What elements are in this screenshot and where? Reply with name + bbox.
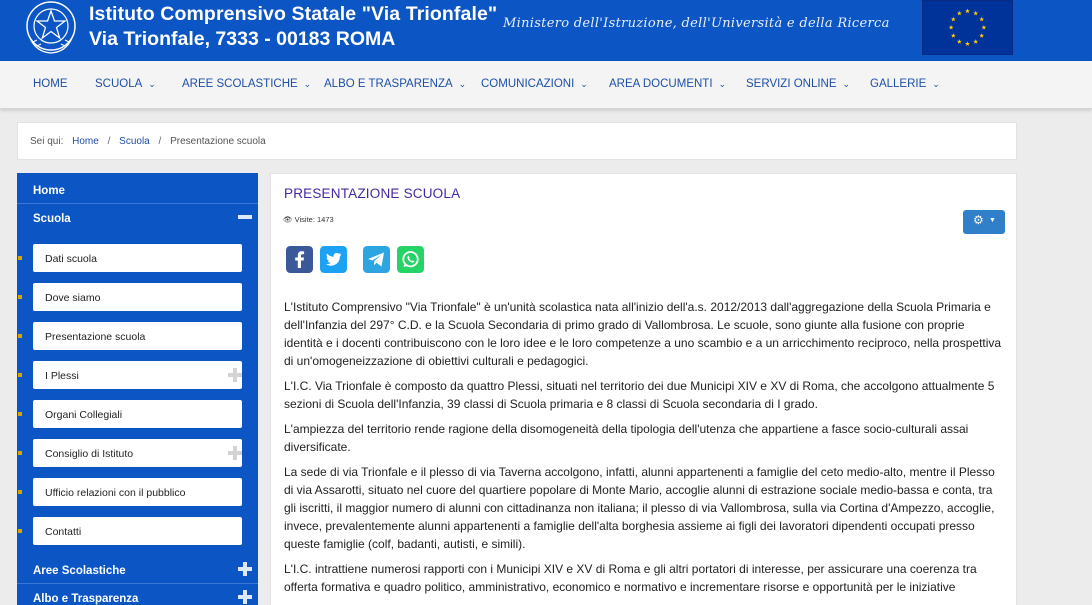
- nav-gallerie-label: GALLERIE: [870, 78, 927, 90]
- bullet-icon: [18, 490, 22, 494]
- article-panel: [270, 173, 1017, 605]
- chevron-down-icon: ⌄: [718, 79, 727, 89]
- expand-icon[interactable]: [228, 446, 242, 460]
- nav-aree-label: AREE SCOLASTICHE: [182, 78, 298, 90]
- article-body: [284, 298, 1006, 603]
- bullet-icon: [18, 373, 22, 377]
- article-paragraph: L'I.C. intrattiene numerosi rapporti con i Municipi XIV e XV di Roma e gli altri portatori di interesse, per assicurare una coerenza tra offerta formativa e quadro politico, amministrativo, economico e normativo e incrementare risorse e opportunità per le iniziative: [284, 562, 977, 594]
- facebook-icon[interactable]: [286, 246, 313, 273]
- breadcrumb-prefix: Sei qui:: [30, 136, 64, 147]
- sidebar-item-label: Dove siamo: [45, 292, 101, 304]
- caret-down-icon: ▼: [989, 217, 996, 224]
- sidebar-item-label: Contatti: [45, 526, 82, 538]
- breadcrumb-separator: /: [107, 136, 111, 147]
- nav-area-documenti[interactable]: [609, 78, 726, 90]
- nav-comunicazioni[interactable]: [481, 78, 588, 90]
- sidebar-item-dati-scuola[interactable]: [33, 244, 242, 272]
- article-paragraph: La sede di via Trionfale e il plesso di via Taverna accolgono, infatti, alunni appartenenti a famiglie del ceto medio-alto, mentre il Plesso di via Assarotti, situato nel cuore del quartiere popolare di Monte Mario, accoglie alunni di estrazione sociale medio-bassa e conta, tra gli iscritti, il maggior numero di alunni con cittadinanza non italiana; il plesso di via Vallombrosa, sulla via Cortina d'Ampezzo, accoglie, invece, prevalentemente alunni appartenenti a famiglie dell'alta borghesia assieme ai figli dei lavoratori dipendenti occupati presso queste famiglie (colf, badanti, autisti, e simili).: [284, 465, 995, 551]
- visit-counter: [283, 215, 334, 224]
- bullet-icon: [18, 295, 22, 299]
- chevron-down-icon: ⌄: [580, 79, 588, 89]
- telegram-icon[interactable]: [363, 246, 390, 273]
- sidebar-item-label: I Plessi: [45, 370, 79, 382]
- sidebar-item-urp[interactable]: [33, 478, 242, 506]
- collapse-icon[interactable]: [238, 215, 252, 219]
- nav-comunicazioni-label: COMUNICAZIONI: [481, 78, 575, 90]
- sidebar-item-label: Ufficio relazioni con il pubblico: [45, 487, 186, 499]
- sidebar-item-consiglio-istituto[interactable]: [33, 439, 242, 467]
- gear-icon: ⚙: [973, 213, 984, 227]
- chevron-down-icon: ⌄: [458, 79, 467, 89]
- ministry-name: Ministero dell'Istruzione, dell'Università e della Ricerca: [503, 16, 890, 31]
- bullet-icon: [18, 334, 22, 338]
- sidebar-item-label: Aree Scolastiche: [33, 565, 126, 577]
- sidebar-item-dove-siamo[interactable]: [33, 283, 242, 311]
- visits-count: 1473: [317, 215, 334, 224]
- twitter-icon[interactable]: [320, 246, 347, 273]
- main-nav: [0, 61, 1092, 109]
- sidebar-item-label: Presentazione scuola: [45, 331, 146, 343]
- expand-icon[interactable]: [238, 590, 252, 604]
- sidebar-item-organi-collegiali[interactable]: [33, 400, 242, 428]
- nav-area-documenti-label: AREA DOCUMENTI: [609, 78, 713, 90]
- expand-icon[interactable]: [238, 562, 252, 576]
- nav-home[interactable]: [33, 78, 68, 90]
- breadcrumb-current: Presentazione scuola: [170, 136, 266, 147]
- bullet-icon: [18, 256, 22, 260]
- sidebar-item-aree-scolastiche[interactable]: [17, 556, 258, 584]
- chevron-down-icon: ⌄: [303, 79, 312, 89]
- page-title: PRESENTAZIONE SCUOLA: [284, 186, 461, 201]
- article-paragraph: L'I.C. Via Trionfale è composto da quattro Plessi, situati nel territorio dei due Municipi XIV e XV di Roma, che accolgono attualmente 5 sezioni di Scuola dell'Infanzia, 39 classi di Scuola primaria e 8 classi di Scuola secondaria di I grado.: [284, 379, 995, 411]
- eye-icon: 👁: [283, 215, 293, 224]
- eu-flag-icon: [922, 0, 1013, 55]
- article-tools-button[interactable]: [963, 210, 1005, 234]
- breadcrumb-scuola-link[interactable]: Scuola: [119, 136, 150, 147]
- sidebar-item-label: Consiglio di Istituto: [45, 448, 134, 460]
- site-header: [0, 0, 1092, 61]
- sidebar-item-label: Scuola: [33, 213, 71, 225]
- sidebar-item-home[interactable]: [17, 176, 258, 204]
- chevron-down-icon: ⌄: [842, 79, 851, 89]
- article-paragraph: L'ampiezza del territorio rende ragione della disomogeneità della tipologia dell'utenza che appartiene a fasce socio-culturali assai diversificate.: [284, 422, 969, 454]
- breadcrumb-home-link[interactable]: Home: [72, 136, 99, 147]
- article-paragraph: L'Istituto Comprensivo "Via Trionfale" è un'unità scolastica nata all'inizio dell'a.s. 2012/2013 dall'aggregazione della Scuola Primaria e dell'Infanzia del 297° C.D. e la Scuola Secondaria di primo grado di Vallombrosa. Le scuole, sono giunte alla fusione con proprie identità e i docenti contribuiscono con le loro idee e le loro competenze a uno scambio e a un arricchimento reciproco, nella prospettiva di un'omogeneizzazione di obiettivi culturali e pedagogici.: [284, 300, 1002, 368]
- sidebar-item-scuola[interactable]: [17, 204, 258, 232]
- sidebar-item-contatti[interactable]: [33, 517, 242, 545]
- expand-icon[interactable]: [228, 368, 242, 382]
- sidebar-item-label: Albo e Trasparenza: [33, 593, 139, 605]
- nav-gallerie[interactable]: [870, 78, 940, 90]
- sidebar-item-label: Home: [33, 185, 65, 197]
- nav-home-label: HOME: [33, 78, 68, 90]
- chevron-down-icon: ⌄: [148, 79, 156, 89]
- nav-servizi-label: SERVIZI ONLINE: [746, 78, 837, 90]
- italian-republic-emblem-icon[interactable]: [24, 0, 78, 56]
- breadcrumb-separator: /: [158, 136, 162, 147]
- chevron-down-icon: ⌄: [932, 79, 940, 89]
- nav-servizi-online[interactable]: [746, 78, 850, 90]
- nav-scuola[interactable]: [95, 78, 156, 90]
- nav-scuola-label: SCUOLA: [95, 78, 143, 90]
- visits-label: Visite:: [294, 215, 315, 224]
- sidebar-item-label: Dati scuola: [45, 253, 97, 265]
- whatsapp-icon[interactable]: [397, 246, 424, 273]
- sidebar-item-label: Organi Collegiali: [45, 409, 123, 421]
- sidebar-item-albo-trasparenza[interactable]: [17, 584, 258, 605]
- sidebar-menu: [17, 173, 258, 605]
- sidebar-item-i-plessi[interactable]: [33, 361, 242, 389]
- nav-aree-scolastiche[interactable]: [182, 78, 311, 90]
- bullet-icon: [18, 451, 22, 455]
- breadcrumb: [17, 122, 1017, 160]
- school-address: Via Trionfale, 7333 - 00183 ROMA: [89, 28, 396, 50]
- sidebar-item-presentazione-scuola[interactable]: [33, 322, 242, 350]
- nav-albo-trasparenza[interactable]: [324, 78, 466, 90]
- bullet-icon: [18, 412, 22, 416]
- school-name[interactable]: Istituto Comprensivo Statale "Via Trionfale": [89, 3, 498, 25]
- nav-albo-label: ALBO E TRASPARENZA: [324, 78, 453, 90]
- bullet-icon: [18, 529, 22, 533]
